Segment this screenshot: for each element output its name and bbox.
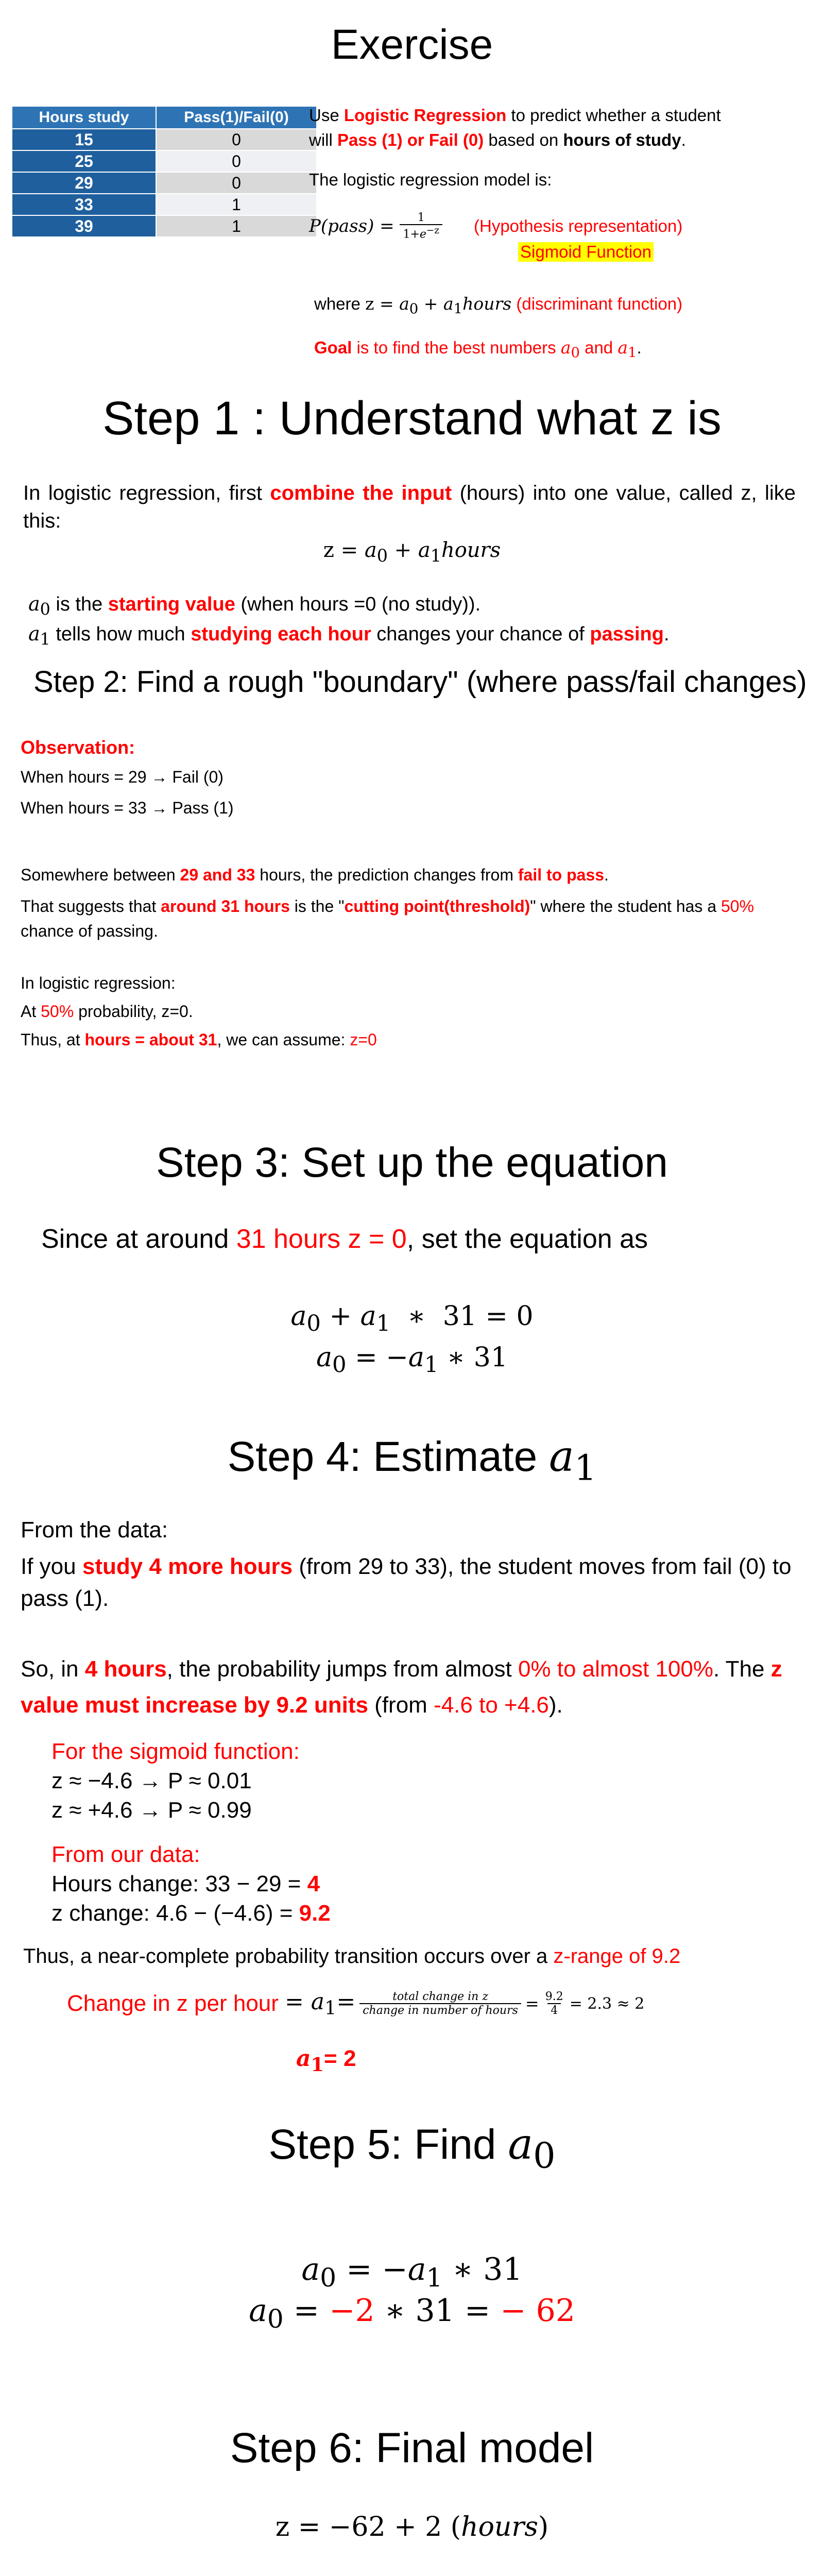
hypothesis-label: (Hypothesis representation) (474, 216, 683, 235)
probability-jump-text: So, in 4 hours, the probability jumps from almost 0% to almost 100%. The z value must increase by 9.2 units (from -4.6 to +4.6). (21, 1656, 782, 1718)
model-intro-text: The logistic regression model is: (309, 170, 552, 189)
a0-explanation: $a_0$ is the starting value (when hours =0 (no study)). (28, 592, 481, 619)
step2-title: Step 2: Find a rough "boundary" (where pass/fail changes) (33, 665, 807, 699)
table-cell: 39 (12, 215, 156, 237)
table-cell: 0 (156, 172, 317, 194)
in-logistic-regression: In logistic regression: (21, 974, 176, 992)
table-cell: 29 (12, 172, 156, 194)
our-data-heading: From our data: (52, 1842, 200, 1867)
z-change: z change: 4.6 − (−4.6) = 9.2 (52, 1901, 331, 1926)
step5-title: Step 5: Find $a_0$ (268, 2120, 556, 2177)
where-z-line: where $z = a_0$ + $a_1hours$ (discriminant function) (314, 294, 683, 317)
z-equation: $z = a_0$ + $a_1hours$ (323, 538, 501, 566)
thus-line: Thus, at hours = about 31, we can assume: z=0 (21, 1030, 377, 1049)
equation-2: $a_0 = -a_1$ ∗ 31 (316, 1342, 508, 1378)
table-cell: 25 (12, 150, 156, 172)
a0-equation-1: $a_0 = -a_1$ ∗ 31 (301, 2251, 523, 2293)
table-cell: 15 (12, 129, 156, 150)
page-title: Exercise (331, 21, 493, 68)
column-header-result: Pass(1)/Fail(0) (156, 106, 317, 129)
step1-paragraph: In logistic regression, first combine the input (hours) into one value, called z, like this: (23, 482, 796, 532)
column-header-hours: Hours study (12, 106, 156, 129)
equation-1: $a_0 + a_1$ ∗ 31 = 0 (290, 1301, 534, 1337)
final-z-equation: z = −62 + 2 (hours) (275, 2512, 549, 2543)
step1-title: Step 1 : Understand what z is (102, 392, 722, 445)
threshold-text: That suggests that around 31 hours is the "cutting point(threshold)" where the student has a 50% chance of passing. (21, 897, 754, 940)
sigmoid-label: Sigmoid Function (518, 242, 654, 262)
sigmoid-line-1: z ≈ −4.6 → P ≈ 0.01 (52, 1768, 252, 1793)
step6-title: Step 6: Final model (230, 2425, 594, 2471)
table-cell: 1 (156, 194, 317, 215)
between-text: Somewhere between 29 and 33 hours, the prediction changes from fail to pass. (21, 866, 609, 884)
goal-line: Goal is to find the best numbers $a_0$ and $a_1$. (314, 337, 642, 361)
observation-heading: Observation: (21, 737, 135, 758)
study-more-text: If you study 4 more hours (from 29 to 33), the student moves from fail (0) to pass (1). (21, 1554, 792, 1611)
table-cell: 0 (156, 129, 317, 150)
at-50-line: At 50% probability, z=0. (21, 1002, 193, 1021)
transition-text: Thus, a near-complete probability transition occurs over a z-range of 9.2 (23, 1945, 681, 1968)
sigmoid-heading: For the sigmoid function: (52, 1739, 300, 1764)
change-per-hour-formula: Change in z per hour = $a_1=$ $\frac{\text{total change in z}}{\text{change in number of hours}}$ = $\frac{9.2}{4}$ = 2.3 ≈ 2 (67, 1989, 645, 2019)
a1-result: $a_1= 2$ (296, 2045, 356, 2076)
table-cell: 33 (12, 194, 156, 215)
step4-title: Step 4: Estimate $a_1$ (227, 1432, 597, 1489)
table-cell: 1 (156, 215, 317, 237)
hours-change: Hours change: 33 − 29 = 4 (52, 1871, 320, 1896)
hours-data-table (11, 106, 317, 238)
observation-1: When hours = 29 → Fail (0) (21, 768, 224, 786)
since-text: Since at around 31 hours z = 0, set the equation as (41, 1224, 648, 1254)
observation-2: When hours = 33 → Pass (1) (21, 799, 234, 817)
a0-equation-2: $a_0 = -2$ ∗ 31 = − 62 (249, 2293, 575, 2334)
intro-paragraph: Use Logistic Regression to predict whether a student will Pass (1) or Fail (0) based on hours of study. (309, 106, 721, 149)
hypothesis-formula: P(pass) = $\frac{1}{1+e^{-z}}$ (309, 211, 442, 241)
sigmoid-line-2: z ≈ +4.6 → P ≈ 0.99 (52, 1798, 252, 1823)
table-cell: 0 (156, 150, 317, 172)
a1-explanation: $a_1$ tells how much studying each hour changes your chance of passing. (28, 622, 670, 649)
step3-title: Step 3: Set up the equation (156, 1139, 668, 1186)
from-the-data: From the data: (21, 1517, 168, 1543)
